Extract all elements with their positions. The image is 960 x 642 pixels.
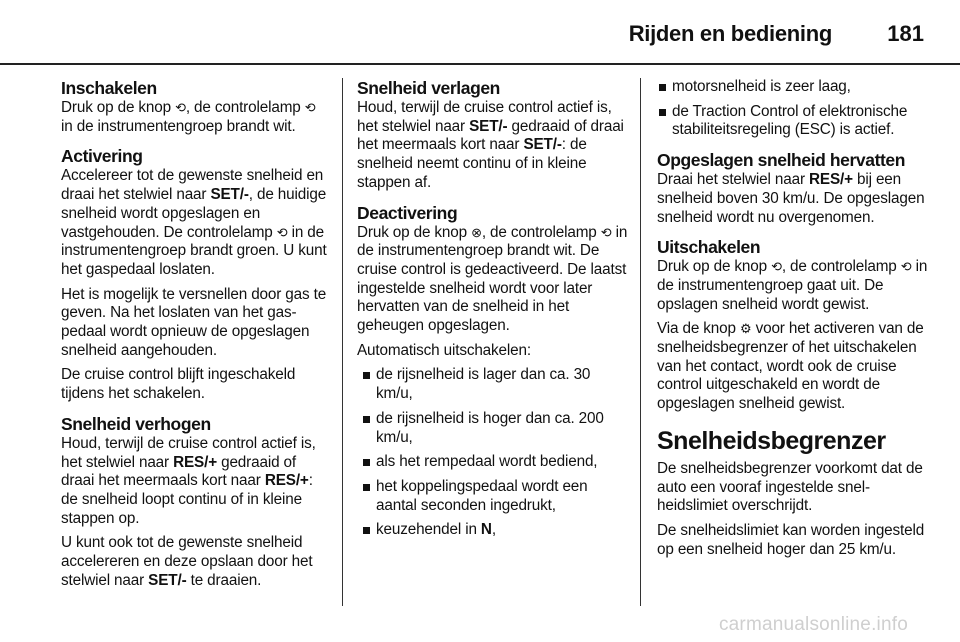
column-2: [357, 78, 629, 546]
section-heading: Uitschakelen: [657, 237, 761, 258]
section-inschakelen: [61, 78, 331, 136]
list-item: de rijsnelheid is hoger dan ca. 200 km/u,: [361, 410, 629, 447]
bullet-list: [657, 78, 929, 140]
cruise-control-lamp-icon: ⟲: [600, 224, 612, 240]
section-snelheid-verlagen: [357, 78, 629, 193]
section-hervatten: [657, 150, 929, 227]
section-heading: Activering: [61, 146, 143, 167]
section-heading: Snelheid verhogen: [61, 413, 211, 434]
paragraph: De snelheidslimiet kan worden ingesteld op een snelheid hoger dan 25 km/u.: [657, 521, 925, 558]
paragraph: Het is mogelijk te versnellen door gas te geven. Na het loslaten van het gaspedaal wordt opnieuw de opgeslagen snelheid aangehouden.: [61, 285, 327, 359]
list-item: het koppelingspedaal wordt een aantal seconden ingedrukt,: [361, 478, 629, 515]
cruise-control-icon: ⟲: [771, 259, 782, 275]
list-item: keuzehendel in N,: [361, 521, 629, 540]
paragraph: Via de knop ⚙ voor het activeren van de snelheidsbegrenzer of het uitschakelen van het contact, wordt ook de cruise control uitgeschakeld en wordt de opgeslagen snelheid gewist.: [657, 320, 924, 413]
watermark: carmanualsonline.info: [718, 614, 908, 635]
speed-limiter-icon: ⚙: [739, 321, 752, 337]
list-item: als het rempedaal wordt bediend,: [361, 453, 629, 472]
cruise-control-lamp-icon: ⟲: [304, 100, 316, 115]
column-3: [657, 78, 929, 565]
section-heading: Inschakelen: [61, 78, 157, 98]
paragraph: De cruise control blijft ingeschakeld tijdens het schakelen.: [61, 366, 296, 403]
section-activering: [61, 146, 331, 403]
cruise-control-icon: ⟲: [175, 100, 186, 115]
paragraph: Houd, terwijl de cruise control actief is, het stelwiel naar RES/+ gedraaid of draai het meermaals kort naar RES/+: de snelheid loopt continu of in kleine stappen op.: [61, 434, 316, 527]
cruise-control-lamp-icon: ⟲: [900, 259, 912, 275]
paragraph: Druk op de knop ⟲, de controlelamp ⟲ in de instrumentengroep brandt wit.: [61, 99, 316, 135]
paragraph: Automatisch uitschakelen:: [357, 341, 531, 359]
list-item: de rijsnelheid is lager dan ca. 30 km/u,: [361, 366, 629, 403]
paragraph: Druk op de knop ⊗, de controlelamp ⟲ in de instrumentengroep brandt wit. De cruise control is gedeactiveerd. De laatst ingestelde snelheid wordt voor later hervatten van de snelheid in het geheugen opgeslagen.: [357, 223, 628, 335]
list-item: de Traction Control of elektronische stabiliteitsregeling (ESC) is actief.: [657, 103, 929, 140]
chapter-heading: Snelheidsbegrenzer: [657, 426, 886, 455]
section-uitschakelen: [657, 237, 929, 414]
paragraph: De snelheidsbegrenzer voorkomt dat de auto een vooraf ingestelde snelheidslimiet overschrijdt.: [657, 459, 923, 515]
list-item: motorsnelheid is zeer laag,: [657, 78, 929, 97]
paragraph: Houd, terwijl de cruise control actief is, het stelwiel naar SET/- gedraaid of draai het meermaals kort naar SET/-: de snelheid neemt continu of in kleine stappen af.: [357, 99, 624, 191]
section-heading: Opgeslagen snelheid hervatten: [657, 150, 906, 171]
header-rule: [0, 63, 960, 65]
section-snelheidsbegrenzer: [657, 426, 929, 560]
paragraph: Druk op de knop ⟲, de controlelamp ⟲ in de instrumentengroep gaat uit. De opslagen snelheid wordt gewist.: [657, 258, 928, 313]
cruise-control-lamp-icon: ⟲: [276, 224, 288, 240]
paragraph: Draai het stelwiel naar RES/+ bij een snelheid boven 30 km/u. De opgeslagen snelheid wordt nu overgenomen.: [657, 171, 925, 226]
section-deactivering: [357, 203, 629, 541]
section-snelheid-verhogen: [61, 414, 331, 591]
paragraph: Accelereer tot de gewenste snelheid en draai het stelwiel naar SET/-, de huidige snelheid wordt opgeslagen en vastgehouden. De controlelamp ⟲ in de instrumentengroep brandt groen. U kunt het gaspedaal loslaten.: [61, 167, 327, 278]
bullet-list: [357, 366, 629, 540]
column-1: [61, 78, 331, 596]
section-heading: Snelheid verlagen: [357, 78, 500, 98]
paragraph: U kunt ook tot de gewenste snelheid accelereren en deze opslaan door het stelwiel naar SET/- te draaien.: [61, 534, 313, 589]
section-heading: Deactivering: [357, 202, 458, 223]
column-divider: [342, 78, 343, 606]
page-number: 181: [887, 21, 924, 46]
cancel-icon: ⊗: [471, 224, 482, 240]
column-divider: [640, 78, 641, 606]
page-header-title: Rijden en bediening: [628, 21, 832, 46]
